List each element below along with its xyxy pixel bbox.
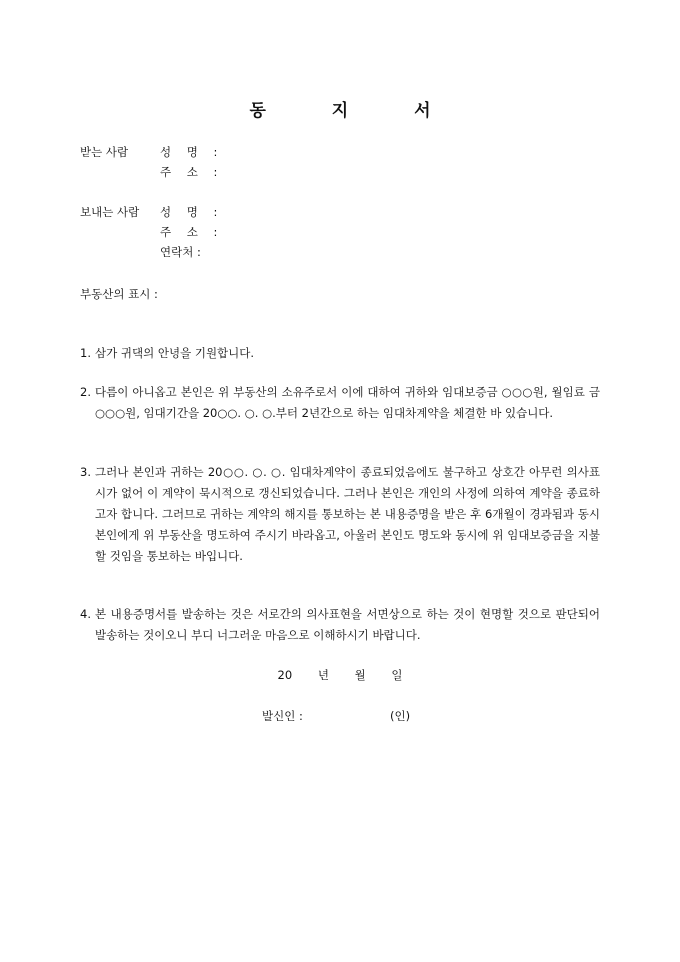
recipient-label: 받는 사람 <box>80 145 129 159</box>
paragraph-4 <box>80 604 600 646</box>
seal-mark: (인) <box>390 709 411 723</box>
paragraph-number: 3. <box>80 465 91 479</box>
paragraph-number: 2. <box>80 385 91 399</box>
paragraph-text: 다름이 아니옵고 본인은 위 부동산의 소유주로서 이에 대하여 귀하와 임대보증금 ○○○원, 월임료 금 ○○○원, 임대기간을 20○○. ○. ○.부터 2년간으로 하는 임대차계약을 체결한 바 있습니다. <box>95 385 600 420</box>
sender-label: 보내는 사람 <box>80 205 140 219</box>
paragraph-text: 그러나 본인과 귀하는 20○○. ○. ○. 임대차계약이 종료되었음에도 불구하고 상호간 아무런 의사표시가 없어 이 계약이 묵시적으로 갱신되었습니다. 그러나 본인은 개인의 사정에 의하여 계약을 종료하고자 합니다. 그러므로 귀하는 계약의 해지를 통보하는 본 내용증명을 받은 후 6개월이 경과됨과 동시 본인에게 위 부동산을 명도하여 주시기 바라옵고, 아울러 본인도 명도와 동시에 위 임대보증금을 지불할 것임을 통보하는 바입니다. <box>95 465 600 563</box>
paragraph-3 <box>80 462 600 567</box>
paragraph-text: 본 내용증명서를 발송하는 것은 서로간의 의사표현을 서면상으로 하는 것이 현명할 것으로 판단되어 발송하는 것이오니 부디 너그러운 마음으로 이해하시기 바랍니다. <box>95 607 600 642</box>
sender-address-label: 주 소 : <box>160 225 218 239</box>
recipient-address-label: 주 소 : <box>160 165 218 179</box>
signature-label: 발신인 : <box>262 709 303 723</box>
document-title: 동 지 서 <box>249 101 461 121</box>
property-label: 부동산의 표시 : <box>80 287 158 301</box>
signature-line <box>262 708 411 724</box>
paragraph-number: 1. <box>80 346 91 360</box>
paragraph-text: 삼가 귀댁의 안녕을 기원합니다. <box>95 346 255 360</box>
recipient-name-label: 성 명 : <box>160 145 218 159</box>
sender-contact-label: 연락처 : <box>160 245 201 259</box>
paragraph-number: 4. <box>80 607 91 621</box>
sender-name-label: 성 명 : <box>160 205 218 219</box>
date-line: 20 년 월 일 <box>277 668 403 682</box>
paragraph-2 <box>80 382 600 424</box>
paragraph-1 <box>80 343 600 364</box>
